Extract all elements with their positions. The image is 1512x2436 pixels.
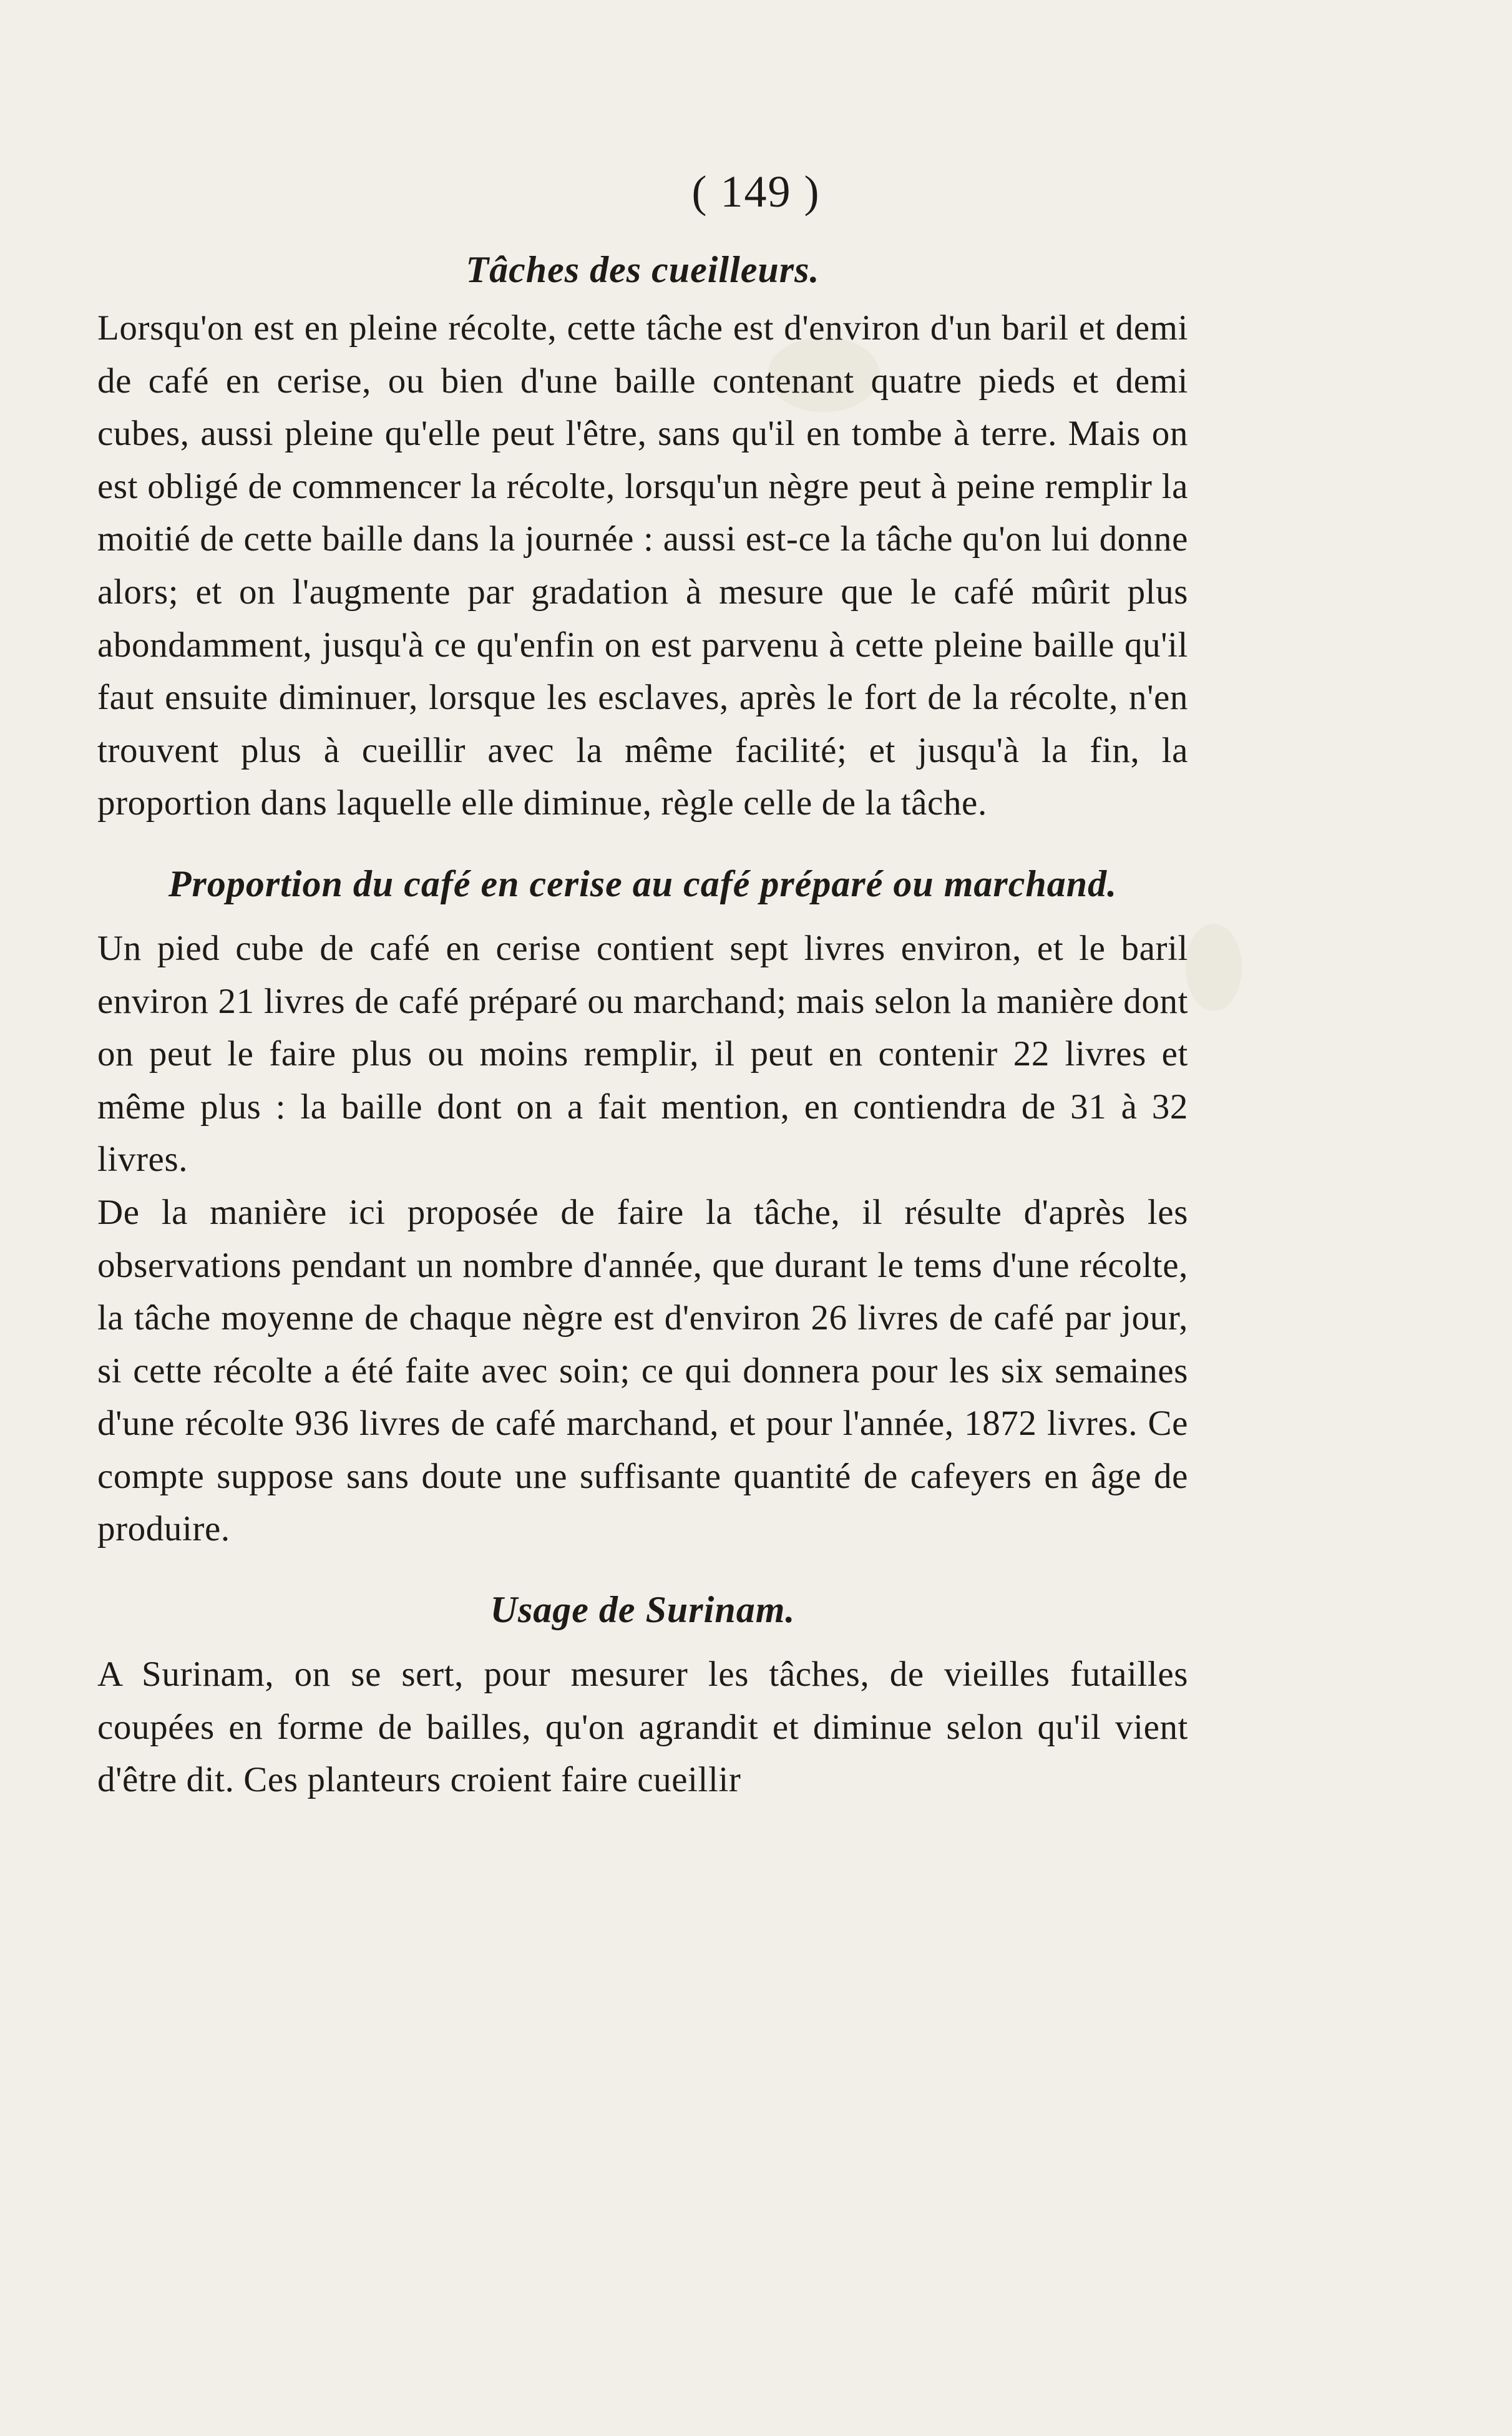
paper-stain: [1186, 924, 1242, 1011]
section-heading-taches: Tâches des cueilleurs.: [466, 249, 820, 290]
paragraph: Lorsqu'on est en pleine récolte, cette tâche est d'environ d'un baril et demi de café en cerise, ou bien d'une baille contenant quatre pieds et demi cubes, aussi pleine qu'elle peut l'être, sans qu'il en tombe à terre. Mais on est obligé de commencer la récolte, lorsqu'un nègre peut à peine remplir la moitié de cette baille dans la journée : aussi est-ce la tâche qu'on lui donne alors; et on l'augmente par gradation à mesure que le café mûrit plus abondamment, jusqu'à ce qu'enfin on est parvenu à cette pleine baille qu'il faut ensuite diminuer, lorsque les esclaves, après le fort de la récolte, n'en trouvent plus à cueillir avec la même facilité; et jusqu'à la fin, la proportion dans laquelle elle diminue, règle celle de la tâche.: [97, 308, 1188, 823]
body-text: [97, 243, 1188, 1807]
section-heading-proportion: Proportion du café en cerise au café préparé ou marchand.: [168, 863, 1118, 904]
page-number: ( 149 ): [691, 167, 821, 217]
section-heading-surinam: Usage de Surinam.: [490, 1589, 796, 1631]
paragraph: A Surinam, on se sert, pour mesurer les tâches, de vieilles futailles coupées en forme de bailles, qu'on agrandit et diminue selon qu'il vient d'être dit. Ces planteurs croient faire cueillir: [97, 1655, 1188, 1800]
paragraph: Un pied cube de café en cerise contient sept livres environ, et le baril environ 21 livres de café préparé ou marchand; mais selon la manière dont on peut le faire plus ou moins remplir, il peut en contenir 22 livres et même plus : la baille dont on a fait mention, en contiendra de 31 à 32 livres.: [97, 928, 1188, 1180]
paragraph: De la manière ici proposée de faire la tâche, il résulte d'après les observations pendant un nombre d'année, que durant le tems d'une récolte, la tâche moyenne de chaque nègre est d'environ 26 livres de café par jour, si cette récolte a été faite avec soin; ce qui donnera pour les six semaines d'une récolte 936 livres de café marchand, et pour l'année, 1872 livres. Ce compte suppose sans doute une suffisante quantité de cafeyers en âge de produire.: [97, 1192, 1188, 1549]
